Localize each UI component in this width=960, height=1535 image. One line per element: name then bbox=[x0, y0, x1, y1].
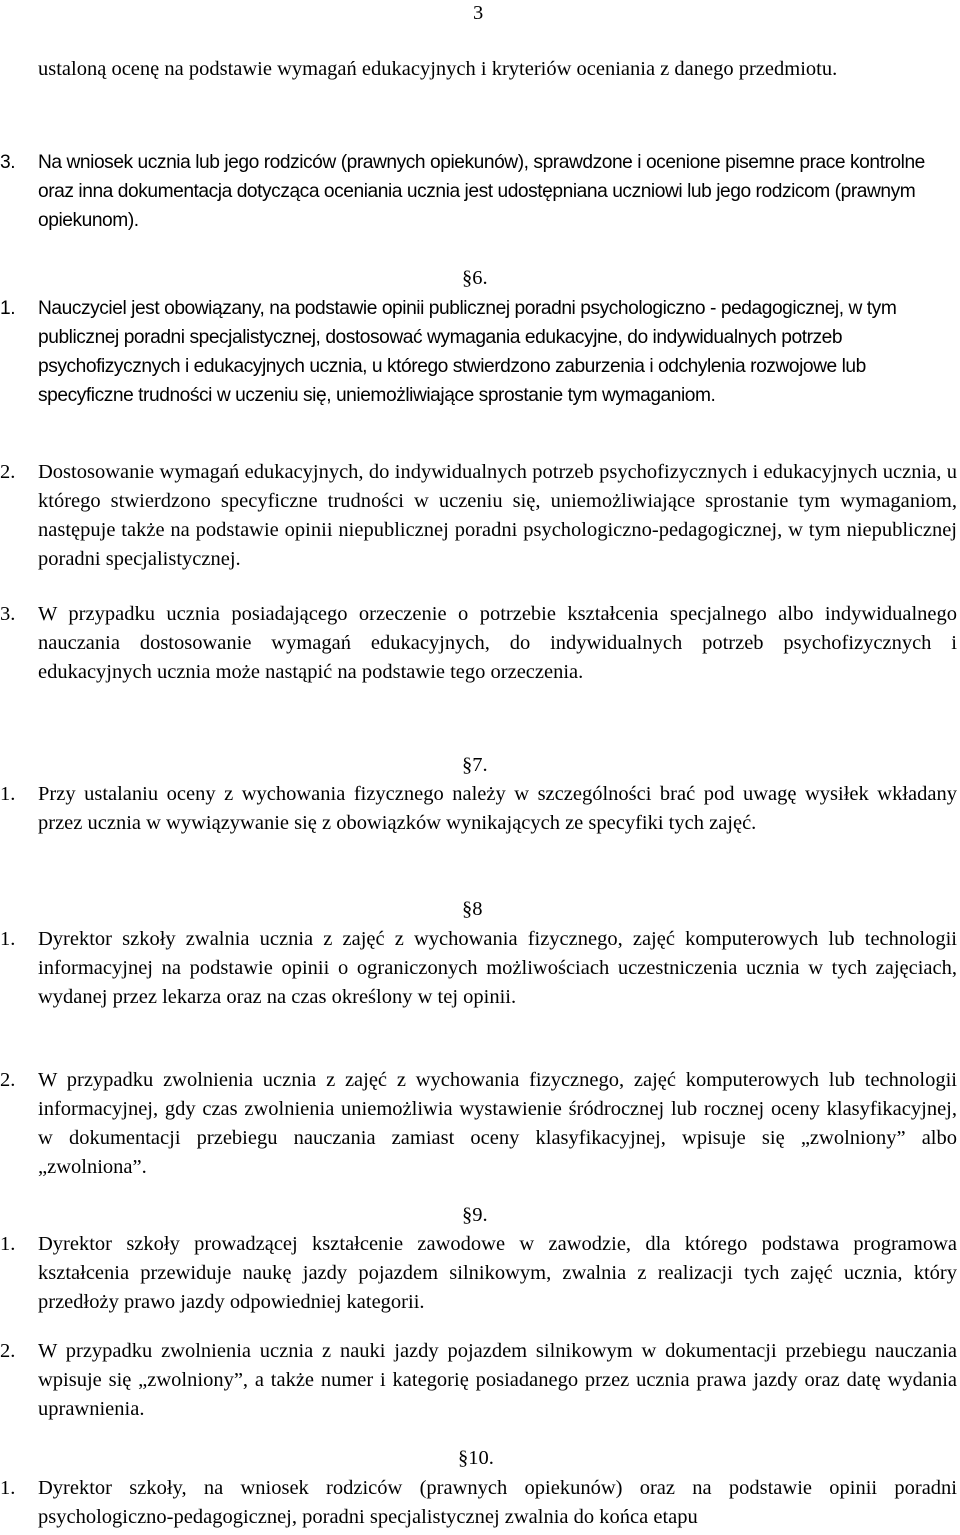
section-heading: §7. bbox=[462, 754, 488, 776]
section-heading: §8 bbox=[462, 898, 483, 920]
item-number: 3. bbox=[0, 603, 16, 625]
item-text: W przypadku ucznia posiadającego orzeczenie o potrzebie kształcenia specjalnego albo indywidualnego nauczania dostosowanie wymagań edukacyjnych, do indywidualnych potrzeb psychofizycznych i edukacyjnych ucznia może nastąpić na podstawie tego orzeczenia. bbox=[38, 603, 957, 684]
section-heading: §6. bbox=[462, 267, 488, 289]
list-item bbox=[0, 294, 960, 410]
item-text: W przypadku zwolnienia ucznia z nauki jazdy pojazdem silnikowym w dokumentacji przebiegu nauczania wpisuje się „zwolniony”, a także numer i kategorię posiadanego przez ucznia prawa jazdy oraz datę wydania uprawnienia. bbox=[38, 1340, 957, 1421]
list-item bbox=[0, 925, 960, 1012]
item-text: Dyrektor szkoły prowadzącej kształcenie zawodowe w zawodzie, dla którego podstawa programowa kształcenia przewiduje naukę jazdy pojazdem silnikowym, zwalnia z realizacji tych zajęć ucznia, który przedłoży prawo jazdy odpowiedniej kategorii. bbox=[38, 1233, 957, 1314]
list-item bbox=[0, 1474, 960, 1532]
item-number: 1. bbox=[0, 783, 16, 805]
item-text: W przypadku zwolnienia ucznia z zajęć z wychowania fizycznego, zajęć komputerowych lub technologii informacyjnej, gdy czas zwolnienia uniemożliwia wystawienie śródrocznej lub rocznej oceny klasyfikacyjnej, w dokumentacji przebiegu nauczania zamiast oceny klasyfikacyjnej, wpisuje się „zwolniony” albo „zwolniona”. bbox=[38, 1069, 957, 1179]
list-item bbox=[0, 1066, 960, 1182]
list-item bbox=[0, 600, 960, 687]
section-heading: §9. bbox=[462, 1204, 488, 1226]
item-number: 2. bbox=[0, 1340, 16, 1362]
paragraph-text: ustaloną ocenę na podstawie wymagań edukacyjnych i kryteriów oceniania z danego przedmiotu. bbox=[38, 58, 838, 80]
item-number: 1. bbox=[0, 1477, 16, 1499]
list-item bbox=[0, 1230, 960, 1317]
item-number: 1. bbox=[0, 298, 16, 319]
page-number: 3 bbox=[473, 2, 484, 24]
item-number: 2. bbox=[0, 1069, 16, 1091]
item-number: 2. bbox=[0, 461, 16, 483]
item-text: Przy ustalaniu oceny z wychowania fizycznego należy w szczególności brać pod uwagę wysiłek wkładany przez ucznia w wywiązywanie się z obowiązków wynikających ze specyfiki tych zajęć. bbox=[38, 783, 957, 835]
item-text: Dyrektor szkoły zwalnia ucznia z zajęć z wychowania fizycznego, zajęć komputerowych lub technologii informacyjnej na podstawie opinii o ograniczonych możliwościach uczestniczenia ucznia w tych zajęciach, wydanej przez lekarza oraz na czas określony w tej opinii. bbox=[38, 928, 957, 1009]
item-text: Nauczyciel jest obowiązany, na podstawie opinii publicznej poradni psychologiczno - pedagogicznej, w tym publicznej poradni specjalistycznej, dostosować wymagania edukacyjne, do indywidualnych potrzeb psychofizycznych i edukacyjnych ucznia, u którego stwierdzono zaburzenia i odchylenia rozwojowe lub specyficzne trudności w uczeniu się, uniemożliwiające sprostanie tym wymaganiom. bbox=[38, 298, 897, 407]
list-item bbox=[0, 458, 960, 574]
list-item bbox=[0, 148, 960, 235]
section-heading: §10. bbox=[458, 1447, 494, 1469]
list-item bbox=[0, 780, 960, 838]
item-number: 1. bbox=[0, 1233, 16, 1255]
item-number: 1. bbox=[0, 928, 16, 950]
item-text: Dyrektor szkoły, na wniosek rodziców (prawnych opiekunów) oraz na podstawie opinii poradni psychologiczno-pedagogicznej, poradni specjalistycznej zwalnia do końca etapu bbox=[38, 1477, 957, 1529]
item-text: Na wniosek ucznia lub jego rodziców (prawnych opiekunów), sprawdzone i ocenione pisemne prace kontrolne oraz inna dokumentacja dotycząca oceniania ucznia jest udostępniana uczniowi lub jego rodzicom (prawnym opiekunom). bbox=[38, 152, 925, 232]
intro-paragraph bbox=[0, 55, 960, 84]
item-number: 3. bbox=[0, 152, 16, 173]
list-item bbox=[0, 1337, 960, 1424]
item-text: Dostosowanie wymagań edukacyjnych, do indywidualnych potrzeb psychofizycznych i edukacyjnych ucznia, u którego stwierdzono specyficzne trudności w uczeniu się, uniemożliwiające sprostanie tym wymaganiom, następuje także na podstawie opinii niepublicznej poradni psychologiczno-pedagogicznej, w tym niepublicznej poradni specjalistycznej. bbox=[38, 461, 957, 571]
